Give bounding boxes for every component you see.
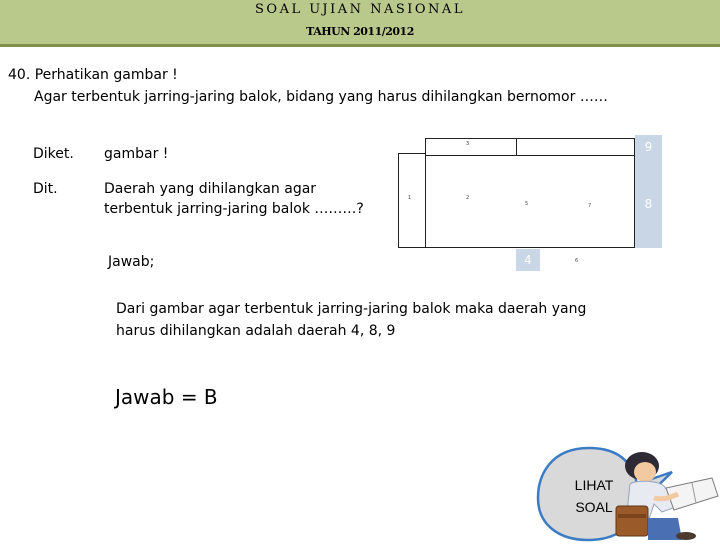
callout-line-2: SOAL (575, 499, 613, 515)
net-edge (398, 153, 399, 248)
net-region-4: 4 (516, 249, 540, 271)
net-number-6: 6 (575, 258, 579, 264)
answer-label: Jawab; (108, 254, 155, 270)
final-answer: Jawab = B (115, 385, 218, 409)
header-year: TAHUN 2011/2012 (306, 25, 414, 38)
net-edge (398, 247, 634, 248)
net-edge (425, 155, 635, 156)
question-line-1: 40. Perhatikan gambar ! (8, 67, 178, 83)
net-edge (425, 138, 635, 139)
asked-line-2: terbentuk jarring-jaring balok ………? (104, 201, 364, 217)
net-region-9: 9 (635, 135, 662, 159)
reading-student-figure (608, 448, 720, 540)
net-number-1: 1 (408, 195, 412, 201)
known-label: Diket. (33, 146, 74, 162)
net-number-7: 7 (588, 203, 592, 209)
asked-line-1: Daerah yang dihilangkan agar (104, 181, 317, 197)
known-value: gambar ! (104, 146, 169, 162)
net-number-5: 5 (525, 201, 529, 207)
header-banner (0, 0, 720, 44)
header-divider (0, 44, 720, 47)
net-region-8: 8 (635, 159, 662, 248)
net-number-2: 2 (466, 195, 470, 201)
net-number-3: 3 (466, 141, 470, 147)
asked-label: Dit. (33, 181, 58, 197)
net-edge (516, 138, 517, 156)
header-title: SOAL UJIAN NASIONAL (255, 2, 465, 17)
callout-line-1: LIHAT (574, 477, 614, 493)
net-edge (398, 153, 425, 154)
question-line-2: Agar terbentuk jarring-jaring balok, bidang yang harus dihilangkan bernomor …… (34, 89, 608, 105)
explanation-line-1: Dari gambar agar terbentuk jarring-jaring balok maka daerah yang (116, 301, 587, 317)
explanation-line-2: harus dihilangkan adalah daerah 4, 8, 9 (116, 323, 396, 339)
